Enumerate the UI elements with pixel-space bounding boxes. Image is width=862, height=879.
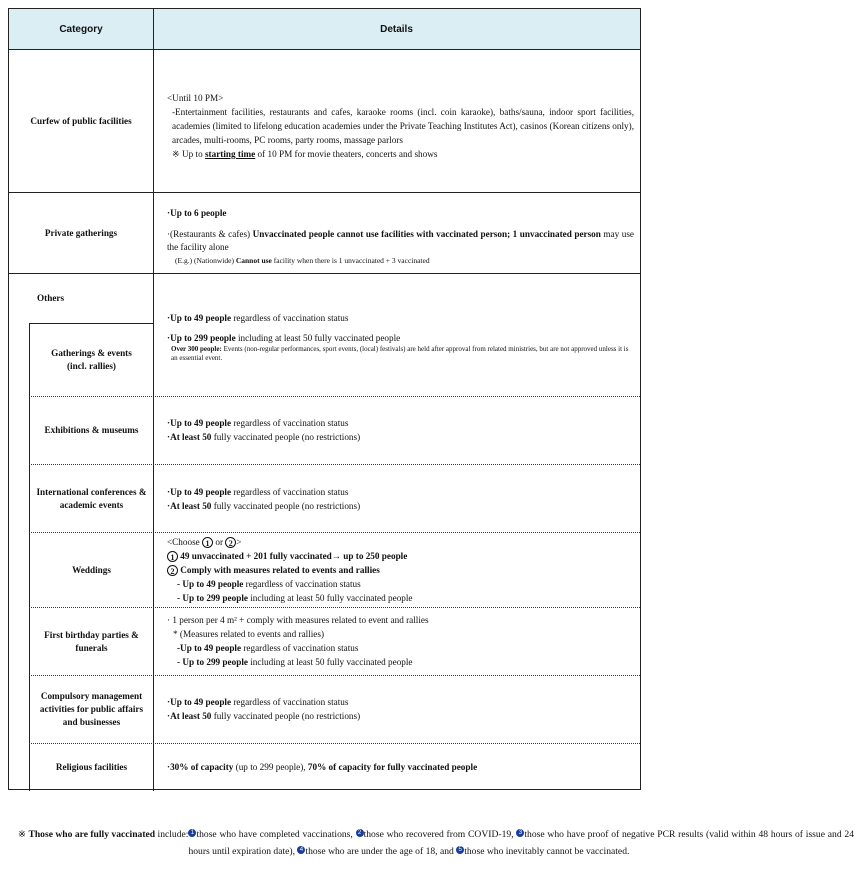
footnote-items: 1 those who have completed vaccinations, 2 those who recovered from COVID-19, 3 those who have proof of negative PCR results (valid within 48 hours of issue and 24 hours until expiration date), 4 those who are under the age of 18, and 5 those who inevitably cannot be vaccinated. (188, 829, 854, 857)
number-5-icon: 5 (456, 846, 464, 854)
category-others: Others (37, 293, 65, 303)
header-category: Category (9, 9, 153, 50)
details-curfew (161, 91, 634, 161)
choice-2-icon: 2 (225, 537, 236, 548)
details-exhibitions: ·Up to 49 people regardless of vaccination status ·At least 50 fully vaccinated people (no restrictions) (167, 418, 361, 442)
header-details: Details (153, 9, 640, 50)
category-exhibitions: Exhibitions & museums (44, 425, 139, 435)
private-rule: ·(Restaurants & cafes) Unvaccinated people cannot use facilities with vaccinated person; 1 unvaccinated person may use the facility alone (167, 229, 634, 252)
category-weddings: Weddings (72, 564, 111, 575)
private-example: (E.g.) (Nationwide) Cannot use facility when there is 1 unvaccinated + 3 vaccinated (175, 256, 430, 265)
category-birthday-funerals: First birthday parties & funerals (44, 629, 139, 653)
category-religious-facilities: Religious facilities (55, 761, 128, 772)
row-divider (9, 273, 640, 274)
category-compulsory-management: Compulsory management activities for public affairs and businesses (39, 691, 144, 727)
starting-time-text: starting time (204, 149, 256, 159)
private-limit: ·Up to 6 people (167, 208, 227, 218)
number-4-icon: 4 (297, 846, 305, 854)
measures-table (8, 8, 641, 790)
column-divider (153, 9, 154, 791)
footnote-fully-vaccinated (18, 826, 854, 860)
choice-1-icon: 1 (167, 551, 178, 562)
number-3-icon: 3 (516, 829, 524, 837)
category-curfew: Curfew of public facilities (30, 115, 132, 126)
number-1-icon: 1 (188, 829, 196, 837)
choice-2-icon: 2 (167, 565, 178, 576)
details-gatherings-events: ·Up to 49 people regardless of vaccination status ·Up to 299 people including at least 50 fully vaccinated people Over 300 people: Events (non-regular performances, sport events, (local) festivals) are held after approval from related ministries, but are not approved unless it is an essential event. (167, 313, 629, 362)
details-religious-facilities: ·30% of capacity (up to 299 people), 70% of capacity for fully vaccinated people (167, 762, 478, 772)
details-private-gatherings (161, 206, 634, 265)
category-gatherings-events: Gatherings & events (incl. rallies) (51, 348, 132, 371)
curfew-time: <Until 10 PM> (167, 93, 224, 103)
details-birthday-funerals: · 1 person per 4 m² + comply with measures related to event and rallies * (Measures related to events and rallies) -Up to 49 people regardless of vaccination status - Up to 299 people including at least 50 fully vaccinated people (167, 615, 429, 667)
category-private-gatherings: Private gatherings (44, 227, 118, 238)
details-compulsory-management: ·Up to 49 people regardless of vaccination status ·At least 50 fully vaccinated people (no restrictions) (167, 697, 361, 721)
number-2-icon: 2 (356, 829, 364, 837)
details-weddings: <Choose 1 or 2 > 1 49 unvaccinated + 201 fully vaccinated→ up to 250 people 2 Comply with measures related to events and rallies - Up to 49 people regardless of vaccination status - Up to 299 people including at least 50 fully vaccinated people (167, 537, 413, 603)
footnote-lead: ※ Those who are fully vaccinated include: (18, 829, 189, 840)
details-conferences: ·Up to 49 people regardless of vaccination status ·At least 50 fully vaccinated people (no restrictions) (167, 487, 361, 511)
choice-1-icon: 1 (202, 537, 213, 548)
curfew-facilities: -Entertainment facilities, restaurants and cafes, karaoke rooms (incl. coin karaoke), baths/sauna, indoor sport facilities, academies (limited to lifelong education academies under the Private Teaching Institutes Act), casinos (Korean citizens only), arcades, multi-rooms, PC rooms, party rooms, massage parlors (172, 107, 634, 145)
curfew-note: ※ Up to starting time of 10 PM for movie theaters, concerts and shows (172, 149, 438, 159)
category-conferences: International conferences & academic events (36, 486, 147, 510)
